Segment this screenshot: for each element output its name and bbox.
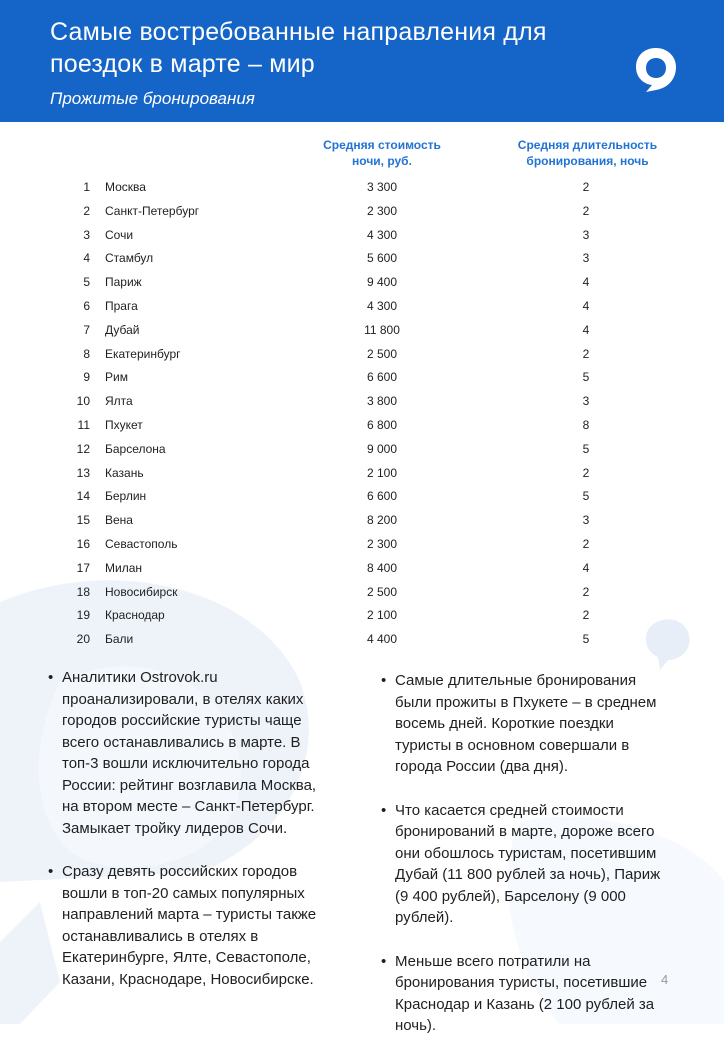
city-name: Милан <box>105 560 143 575</box>
avg-cost: 2 300 <box>366 203 398 218</box>
table-row <box>0 485 724 509</box>
avg-cost: 4 300 <box>366 227 398 242</box>
avg-cost: 2 300 <box>366 536 398 551</box>
avg-cost: 9 000 <box>366 441 398 456</box>
row-number: 16 <box>76 536 90 551</box>
avg-cost: 6 600 <box>366 489 398 504</box>
city-name: Екатеринбург <box>105 346 181 361</box>
avg-cost: 9 400 <box>366 275 398 290</box>
city-name: Москва <box>105 180 146 194</box>
row-number: 3 <box>83 227 90 242</box>
bullet-paragraph: • Самые длительные бронирования были прожиты в Пхукете – в среднем восемь дней. Короткие поездки туристы в основном совершали в города России (два дня). <box>381 670 671 778</box>
row-number: 17 <box>76 560 90 575</box>
table-row <box>0 462 724 486</box>
city-name: Новосибирск <box>105 584 178 599</box>
bullet-paragraph: • Аналитики Ostrovok.ru проанализировали, в отелях каких городов российские туристы чаще всего останавливались в марте. В топ-3 вошли исключительно города России: рейтинг возглавила Москва, на втором месте – Санкт-Петербург. Замыкает тройку лидеров Сочи. <box>48 667 333 839</box>
avg-cost: 2 100 <box>366 608 398 623</box>
table-row <box>0 533 724 557</box>
city-name: Рим <box>105 370 128 385</box>
avg-cost: 3 300 <box>366 180 398 194</box>
avg-nights: 5 <box>582 632 590 647</box>
avg-nights: 4 <box>582 322 590 337</box>
destinations-table <box>0 176 724 652</box>
page-number: 4 <box>661 972 669 987</box>
table-row <box>0 366 724 390</box>
city-name: Вена <box>105 513 133 528</box>
table-row <box>0 224 724 248</box>
row-number: 2 <box>83 203 90 218</box>
city-name: Сочи <box>105 227 134 242</box>
table-row <box>0 557 724 581</box>
header-banner <box>0 0 724 122</box>
page-title: Самые востребованные направления для поездок в марте – мир <box>50 18 547 78</box>
avg-cost: 11 800 <box>364 322 400 337</box>
avg-nights: 5 <box>582 370 590 385</box>
table-row <box>0 271 724 295</box>
avg-nights: 2 <box>582 608 590 623</box>
table-row <box>0 438 724 462</box>
table-row <box>0 509 724 533</box>
table-row <box>0 295 724 319</box>
row-number: 20 <box>76 632 90 647</box>
avg-nights: 8 <box>582 417 590 432</box>
row-number: 10 <box>76 394 90 409</box>
city-name: Санкт-Петербург <box>105 203 200 218</box>
avg-cost: 4 400 <box>366 632 398 647</box>
avg-nights: 4 <box>582 298 590 313</box>
table-row <box>0 390 724 414</box>
avg-nights: 2 <box>582 180 590 194</box>
city-name: Пхукет <box>105 417 143 432</box>
avg-nights: 3 <box>582 227 590 242</box>
column-header-duration: Средняя длительность бронирования, ночь <box>517 138 658 168</box>
city-name: Париж <box>105 275 142 290</box>
row-number: 18 <box>76 584 90 599</box>
column-header-cost: Средняя стоимость ночи, руб. <box>323 138 441 168</box>
text-column-right <box>381 670 671 1059</box>
city-name: Ялта <box>105 394 133 409</box>
row-number: 11 <box>77 417 90 432</box>
avg-nights: 4 <box>582 275 590 290</box>
ostrovok-logo-icon <box>632 44 680 94</box>
avg-cost: 2 500 <box>366 584 398 599</box>
city-name: Бали <box>105 632 134 647</box>
avg-cost: 6 600 <box>366 370 398 385</box>
city-name: Севастополь <box>105 536 178 551</box>
table-row <box>0 604 724 628</box>
bullet-paragraph: • Меньше всего потратили на бронирования туристы, посетившие Краснодар и Казань (2 100 рублей за ночь). <box>381 951 671 1037</box>
avg-nights: 5 <box>582 489 590 504</box>
avg-cost: 8 400 <box>366 560 398 575</box>
avg-cost: 4 300 <box>366 298 398 313</box>
table-row <box>0 247 724 271</box>
table-row <box>0 319 724 343</box>
avg-cost: 8 200 <box>366 513 398 528</box>
table-row <box>0 200 724 224</box>
avg-cost: 6 800 <box>366 417 398 432</box>
row-number: 13 <box>76 465 90 480</box>
row-number: 9 <box>83 370 90 385</box>
row-number: 4 <box>83 251 90 266</box>
avg-nights: 2 <box>582 536 590 551</box>
table-row <box>0 414 724 438</box>
avg-cost: 3 800 <box>366 394 398 409</box>
page-subtitle: Прожитые бронирования <box>50 89 255 108</box>
row-number: 5 <box>83 275 90 290</box>
avg-nights: 2 <box>582 203 590 218</box>
avg-cost: 5 600 <box>366 251 398 266</box>
row-number: 6 <box>83 298 90 313</box>
city-name: Краснодар <box>105 608 165 623</box>
city-name: Казань <box>105 465 144 480</box>
row-number: 12 <box>76 441 90 456</box>
city-name: Берлин <box>105 489 147 504</box>
avg-nights: 3 <box>582 251 590 266</box>
avg-nights: 4 <box>582 560 590 575</box>
table-row <box>0 343 724 367</box>
avg-nights: 3 <box>582 513 590 528</box>
avg-nights: 2 <box>582 584 590 599</box>
row-number: 19 <box>76 608 90 623</box>
city-name: Дубай <box>105 322 140 337</box>
city-name: Барселона <box>105 441 166 456</box>
avg-nights: 2 <box>582 346 590 361</box>
table-row <box>0 581 724 605</box>
avg-nights: 3 <box>582 394 590 409</box>
avg-nights: 2 <box>582 465 590 480</box>
row-number: 8 <box>83 346 90 361</box>
row-number: 14 <box>76 489 90 504</box>
row-number: 1 <box>83 180 90 194</box>
avg-nights: 5 <box>582 441 590 456</box>
city-name: Прага <box>105 298 138 313</box>
city-name: Стамбул <box>105 251 154 266</box>
bullet-paragraph: • Что касается средней стоимости бронирований в марте, дороже всего они обошлось туристам, посетившим Дубай (11 800 рублей за ночь), Париж (9 400 рублей), Барселону (9 000 рублей). <box>381 800 671 929</box>
table-row <box>0 628 724 652</box>
row-number: 7 <box>83 322 90 337</box>
avg-cost: 2 500 <box>366 346 398 361</box>
text-column-left <box>48 667 333 1012</box>
avg-cost: 2 100 <box>366 465 398 480</box>
row-number: 15 <box>76 513 90 528</box>
table-row <box>0 176 724 200</box>
bullet-paragraph: • Сразу девять российских городов вошли в топ-20 самых популярных направлений марта – туристы также останавливались в отелях в Екатеринбурге, Ялте, Севастополе, Казани, Краснодаре, Новосибирске. <box>48 861 333 990</box>
